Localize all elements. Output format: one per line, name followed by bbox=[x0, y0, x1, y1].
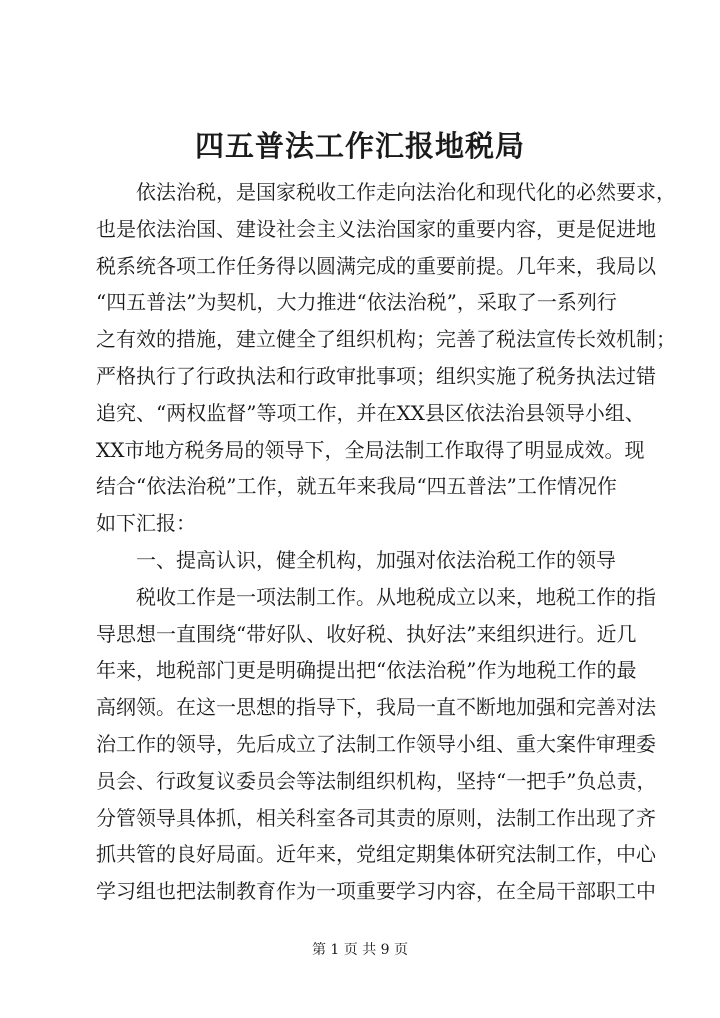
text-line: 依法治税，是国家税收工作走向法治化和现代化的必然要求， bbox=[136, 180, 676, 204]
text-line: 税收工作是一项法制工作。从地税成立以来，地税工作的指 bbox=[136, 584, 656, 609]
text-line: 抓共管的良好局面。近年来，党组定期集体研究法制工作，中心 bbox=[96, 842, 656, 867]
text-line: 治工作的领导，先后成立了法制工作领导小组、重大案件审理委 bbox=[96, 731, 656, 756]
text-line: 高纲领。在这一思想的指导下，我局一直不断地加强和完善对法 bbox=[96, 695, 656, 720]
text-line: 严格执行了行政执法和行政审批事项；组织实施了税务执法过错 bbox=[96, 363, 656, 388]
text-line: 也是依法治国、建设社会主义法治国家的重要内容，更是促进地 bbox=[96, 216, 656, 241]
text-line: 年来，地税部门更是明确提出把“依法治税”作为地税工作的最 bbox=[96, 658, 637, 683]
text-line: 学习组也把法制教育作为一项重要学习内容，在全局干部职工中 bbox=[96, 879, 656, 904]
text-line: XX市地方税务局的领导下，全局法制工作取得了明显成效。现 bbox=[96, 437, 645, 462]
text-line: 之有效的措施，建立健全了组织机构；完善了税法宣传长效机制； bbox=[96, 327, 676, 352]
text-line: 如下汇报： bbox=[96, 511, 196, 536]
document-body bbox=[96, 174, 676, 910]
page-number-footer: 第 1 页 共 9 页 bbox=[311, 942, 409, 958]
text-line: 导思想一直围绕“带好队、收好税、执好法”来组织进行。近几 bbox=[96, 621, 637, 646]
section-heading: 一、提高认识，健全机构，加强对依法治税工作的领导 bbox=[136, 547, 616, 572]
text-line: 结合“依法治税”工作，就五年来我局“四五普法”工作情况作 bbox=[96, 474, 617, 499]
text-line: 追究、“两权监督”等项工作，并在XX县区依法治县领导小组、 bbox=[96, 400, 645, 425]
text-line: 员会、行政复议委员会等法制组织机构，坚持“一把手”负总责， bbox=[96, 768, 657, 793]
text-line: “四五普法”为契机，大力推进“依法治税”，采取了一系列行 bbox=[96, 290, 617, 315]
document-title: 四五普法工作汇报地税局 bbox=[194, 129, 525, 163]
text-line: 分管领导具体抓，相关科室各司其责的原则，法制工作出现了齐 bbox=[96, 805, 656, 830]
text-line: 税系统各项工作任务得以圆满完成的重要前提。几年来，我局以 bbox=[96, 253, 656, 278]
